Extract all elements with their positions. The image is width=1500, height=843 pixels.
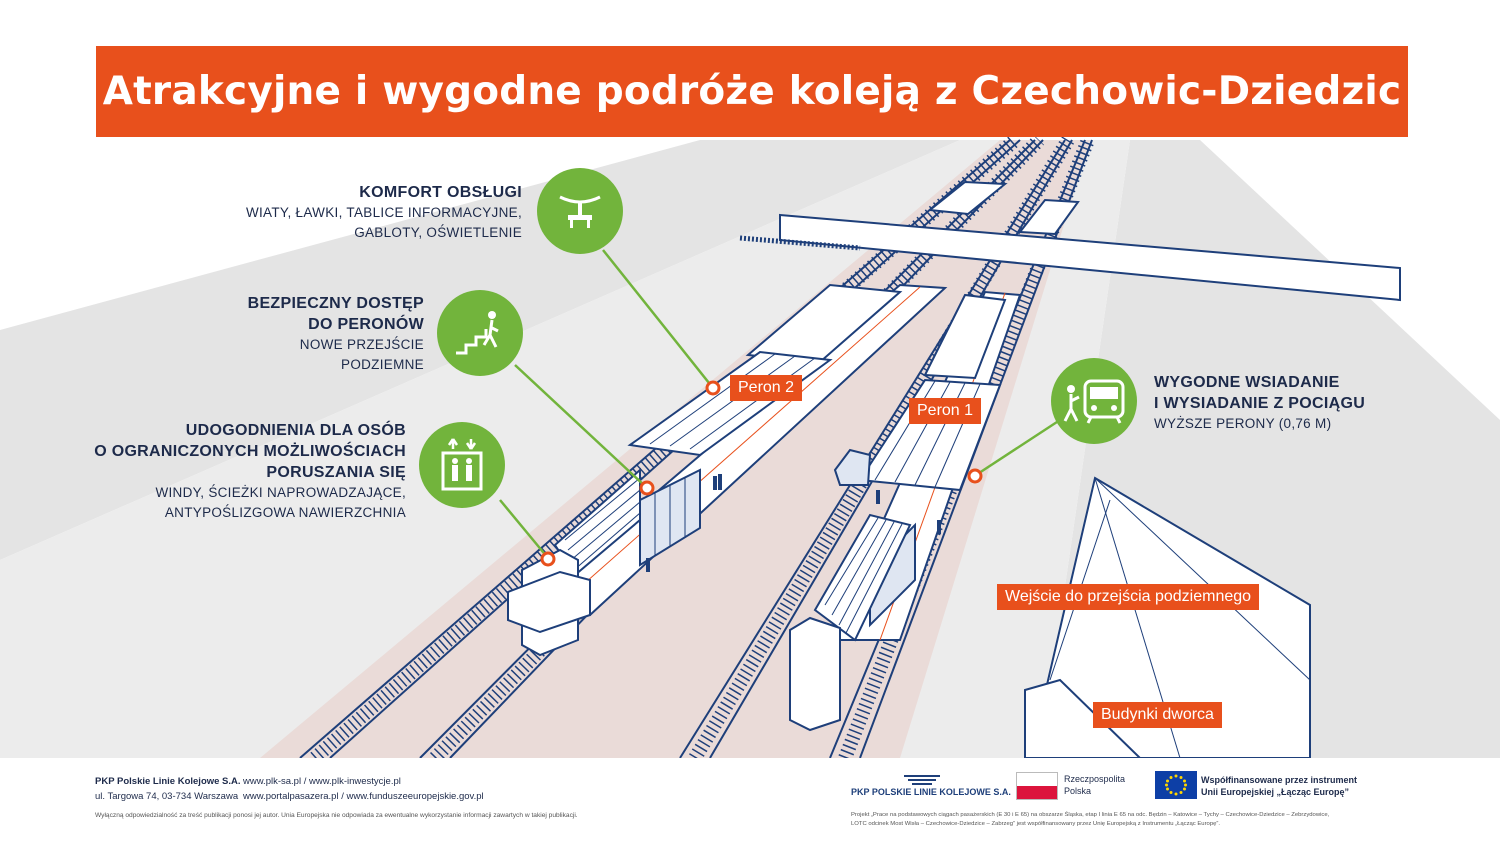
footer-company: PKP Polskie Linie Kolejowe S.A.: [95, 776, 241, 787]
feature-accessibility-heading-2: O OGRANICZONYCH MOŻLIWOŚCIACH: [94, 443, 406, 460]
footer-links-2[interactable]: www.portalpasazera.pl / www.funduszeeuropejskie.gov.pl: [243, 791, 484, 802]
feature-boarding: [1154, 372, 1454, 434]
boarding-train-icon: [1061, 375, 1127, 427]
label-peron-1: Peron 1: [909, 398, 981, 424]
feature-access-sub-1: NOWE PRZEJŚCIE: [299, 337, 424, 352]
stairs-person-icon: [452, 307, 508, 359]
feature-access-sub-2: PODZIEMNE: [341, 357, 424, 372]
feature-boarding-sub-1: WYŻSZE PERONY (0,76 M): [1154, 416, 1332, 431]
project-line-2: LOTC odcinek Most Wisła – Czechowice-Dziedzice – Zabrzeg” jest współfinansowany przez Unię Europejską z Instrumentu „Łącząc Europę”.: [851, 821, 1220, 827]
label-underpass-entrance: Wejście do przejścia podziemnego: [997, 584, 1259, 610]
footer-disclaimer: Wyłączną odpowiedzialność za treść publikacji ponosi jej autor. Unia Europejska nie odpowiada za ewentualne wykorzystanie informacji zawartych w takiej publikacji.: [95, 812, 578, 819]
feature-accessibility-sub-1: WINDY, ŚCIEŻKI NAPROWADZAJĄCE,: [155, 485, 406, 500]
label-station-buildings: Budynki dworca: [1093, 702, 1222, 728]
eu-line-2: Unii Europejskiej „Łącząc Europę”: [1201, 787, 1350, 797]
plk-logo-text: PKP POLSKIE LINIE KOLEJOWE S.A.: [851, 787, 1011, 797]
platform-1-tower: [790, 618, 840, 730]
feature-boarding-heading-1: WYGODNE WSIADANIE: [1154, 374, 1340, 391]
feature-comfort-sub-1: WIATY, ŁAWKI, TABLICE INFORMACYJNE,: [245, 205, 522, 220]
feature-comfort: [190, 182, 522, 243]
eu-flag-icon: [1155, 771, 1197, 799]
title-banner: [96, 46, 1408, 137]
elevator-icon: [437, 437, 487, 493]
footer-links-1[interactable]: www.plk-sa.pl / www.plk-inwestycje.pl: [243, 776, 401, 787]
feature-comfort-sub-2: GABLOTY, OŚWIETLENIE: [354, 225, 522, 240]
poland-flag-icon: [1016, 772, 1058, 800]
feature-boarding-heading-2: I WYSIADANIE Z POCIĄGU: [1154, 395, 1366, 412]
eu-line-1: Współfinansowane przez instrument: [1201, 775, 1358, 785]
feature-accessibility-circle: [419, 422, 505, 508]
feature-accessibility-heading-1: UDOGODNIENIA DLA OSÓB: [185, 422, 406, 439]
rp-line-1: Rzeczpospolita: [1064, 774, 1126, 784]
plk-logo-icon: [902, 772, 942, 786]
shelter-bench-icon: [554, 185, 606, 237]
rp-line-2: Polska: [1064, 786, 1092, 796]
label-peron-2: Peron 2: [730, 375, 802, 401]
feature-access-circle: [437, 290, 523, 376]
feature-comfort-circle: [537, 168, 623, 254]
feature-accessibility-sub-2: ANTYPOŚLIZGOWA NAWIERZCHNIA: [164, 505, 406, 520]
feature-access-heading-1: BEZPIECZNY DOSTĘP: [247, 295, 424, 312]
project-line-1: Projekt „Prace na podstawowych ciągach pasażerskich (E 30 i E 65) na obszarze Śląska, etap I linia E 65 na odc. Będzin – Katowice – Tychy – Czechowice-Dziedzice – Zebrzydowice,: [851, 812, 1330, 818]
feature-accessibility: [40, 420, 406, 523]
feature-accessibility-heading-3: PORUSZANIA SIĘ: [266, 464, 406, 481]
feature-boarding-circle: [1051, 358, 1137, 444]
feature-access-heading-2: DO PERONÓW: [308, 316, 424, 333]
page-title: Atrakcyjne i wygodne podróże koleją z Czechowic-Dziedzic: [102, 69, 1402, 114]
feature-comfort-heading: KOMFORT OBSŁUGI: [359, 184, 522, 201]
feature-access: [190, 293, 424, 375]
footer-address: ul. Targowa 74, 03-734 Warszawa: [95, 791, 239, 802]
